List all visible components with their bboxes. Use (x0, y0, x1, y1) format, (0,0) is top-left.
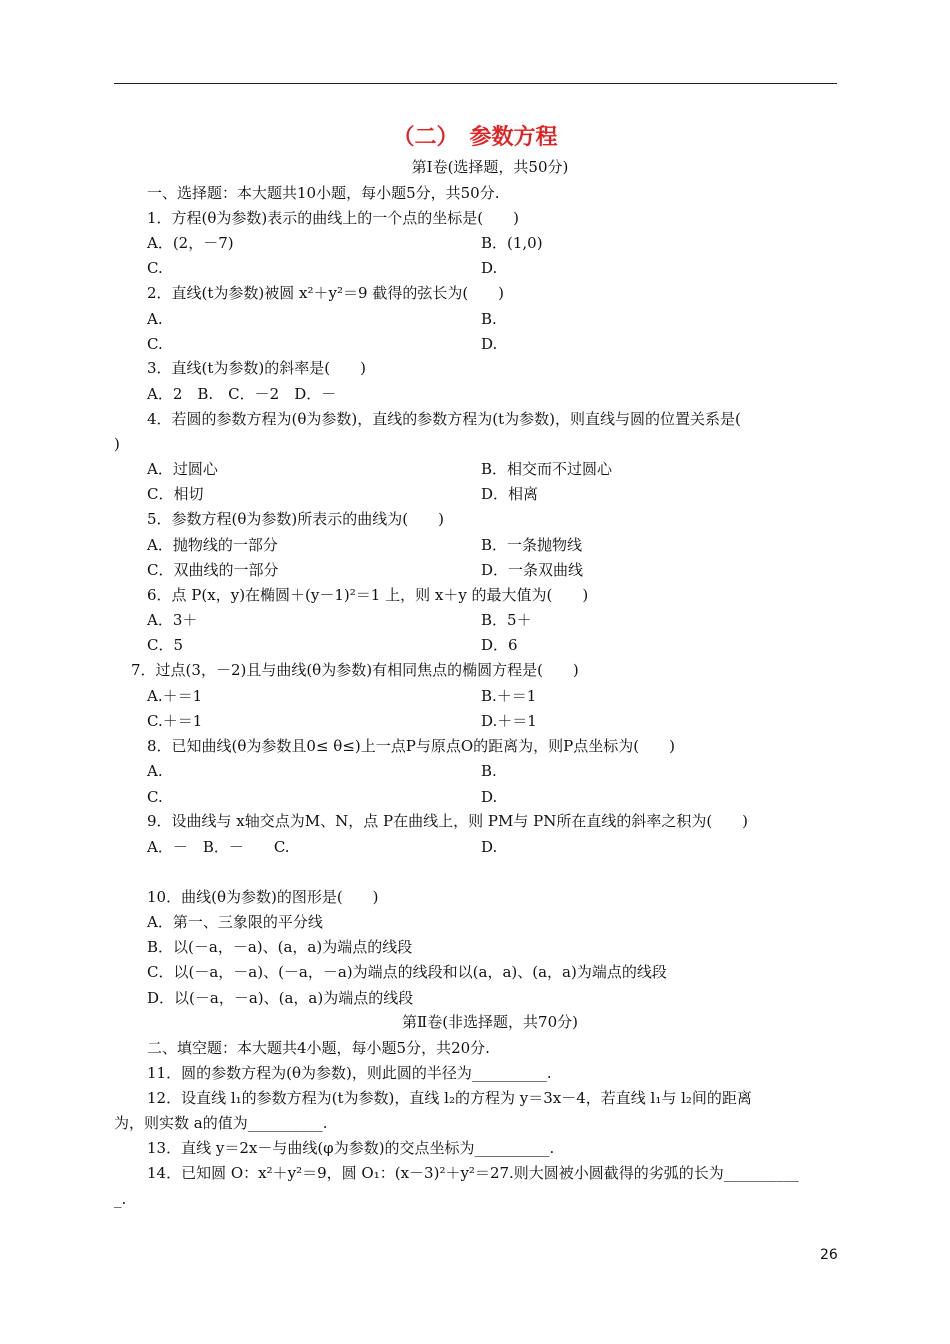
q5-option-a: A．抛物线的一部分 (147, 536, 278, 554)
page-number: 26 (820, 1247, 838, 1263)
q11-stem: 11．圆的参数方程为(θ为参数)，则此圆的半径为__________. (147, 1064, 552, 1082)
q4-stem-cont: ) (114, 435, 120, 453)
q1-stem: 1．方程(θ为参数)表示的曲线上的一个点的坐标是( ) (147, 209, 519, 227)
q7-option-c: C.＋＝1 (147, 712, 203, 730)
q7-option-a: A.＋＝1 (147, 687, 203, 705)
q1-option-c: C. (147, 259, 163, 277)
q4-option-a: A．过圆心 (147, 460, 218, 478)
section-1-heading: 第Ⅰ卷(选择题，共50分) (411, 158, 569, 176)
q12-stem-cont: 为，则实数 a的值为__________. (114, 1114, 328, 1132)
q8-option-b: B. (481, 762, 497, 780)
q1-option-d: D. (481, 259, 498, 277)
q7-option-b: B.＋＝1 (481, 687, 537, 705)
q4-option-d: D．相离 (481, 485, 539, 503)
q6-option-b: B．5＋ (481, 611, 532, 629)
q10-option-c: C．以(－a，－a)、(－a，－a)为端点的线段和以(a，a)、(a，a)为端点的线段 (147, 963, 667, 981)
q6-option-d: D．6 (481, 636, 518, 654)
q2-option-b: B. (481, 310, 497, 328)
q10-option-a: A．第一、三象限的平分线 (147, 913, 323, 931)
q7-option-d: D.＋＝1 (481, 712, 537, 730)
q4-option-b: B．相交而不过圆心 (481, 460, 613, 478)
section-2-heading: 第Ⅱ卷(非选择题，共70分) (402, 1013, 578, 1031)
page-title: （二） 参数方程 (392, 125, 558, 150)
q14-stem: 14．已知圆 O：x²＋y²＝9，圆 O₁：(x－3)²＋y²＝27.则大圆被小圆截得的劣弧的长为__________ (147, 1164, 799, 1182)
q6-option-a: A．3＋ (147, 611, 198, 629)
q1-option-b: B．(1,0) (481, 234, 543, 252)
part-2-intro: 二、填空题：本大题共4小题，每小题5分，共20分. (147, 1039, 490, 1057)
q7-stem: 7．过点(3，－2)且与曲线(θ为参数)有相同焦点的椭圆方程是( ) (131, 661, 579, 679)
q9-option-d: D. (481, 838, 498, 856)
q8-option-d: D. (481, 788, 498, 806)
q5-option-c: C．双曲线的一部分 (147, 561, 279, 579)
q2-stem: 2．直线(t为参数)被圆 x²＋y²＝9 截得的弦长为( ) (147, 284, 505, 302)
q10-option-d: D．以(－a，－a)、(a，a)为端点的线段 (147, 989, 414, 1007)
q5-option-d: D．一条双曲线 (481, 561, 584, 579)
q5-stem: 5．参数方程(θ为参数)所表示的曲线为( ) (147, 510, 444, 528)
q4-option-c: C．相切 (147, 485, 204, 503)
q8-option-a: A. (147, 762, 163, 780)
part-1-intro: 一、选择题：本大题共10小题，每小题5分，共50分. (147, 184, 500, 202)
q6-stem: 6．点 P(x，y)在椭圆＋(y－1)²＝1 上，则 x＋y 的最大值为( ) (147, 586, 589, 604)
q10-option-b: B．以(－a，－a)、(a，a)为端点的线段 (147, 938, 413, 956)
q6-option-c: C．5 (147, 636, 184, 654)
q9-stem: 9．设曲线与 x轴交点为M、N，点 P在曲线上，则 PM与 PN所在直线的斜率之积为( ) (147, 812, 749, 830)
q3-options: A．2 B. C．－2 D．－ (147, 385, 337, 403)
q8-option-c: C. (147, 788, 163, 806)
q9-options: A．－ B．－ C. (147, 838, 290, 856)
q2-option-c: C. (147, 335, 163, 353)
header-rule (114, 83, 837, 84)
q13-stem: 13．直线 y＝2x－与曲线(φ为参数)的交点坐标为__________. (147, 1139, 555, 1157)
q12-stem: 12．设直线 l₁的参数方程为(t为参数)，直线 l₂的方程为 y＝3x－4，若直线 l₁与 l₂间的距离 (147, 1089, 752, 1107)
q5-option-b: B．一条抛物线 (481, 536, 583, 554)
q4-stem: 4．若圆的参数方程为(θ为参数)，直线的参数方程为(t为参数)，则直线与圆的位置关系是( (147, 410, 741, 428)
q2-option-a: A. (147, 310, 163, 328)
q14-stem-cont: _. (114, 1190, 127, 1208)
q2-option-d: D. (481, 335, 498, 353)
q10-stem: 10．曲线(θ为参数)的图形是( ) (147, 888, 379, 906)
q3-stem: 3．直线(t为参数)的斜率是( ) (147, 359, 366, 377)
q1-option-a: A．(2，－7) (147, 234, 234, 252)
q8-stem: 8．已知曲线(θ为参数且0≤ θ≤)上一点P与原点O的距离为，则P点坐标为( ) (147, 737, 675, 755)
